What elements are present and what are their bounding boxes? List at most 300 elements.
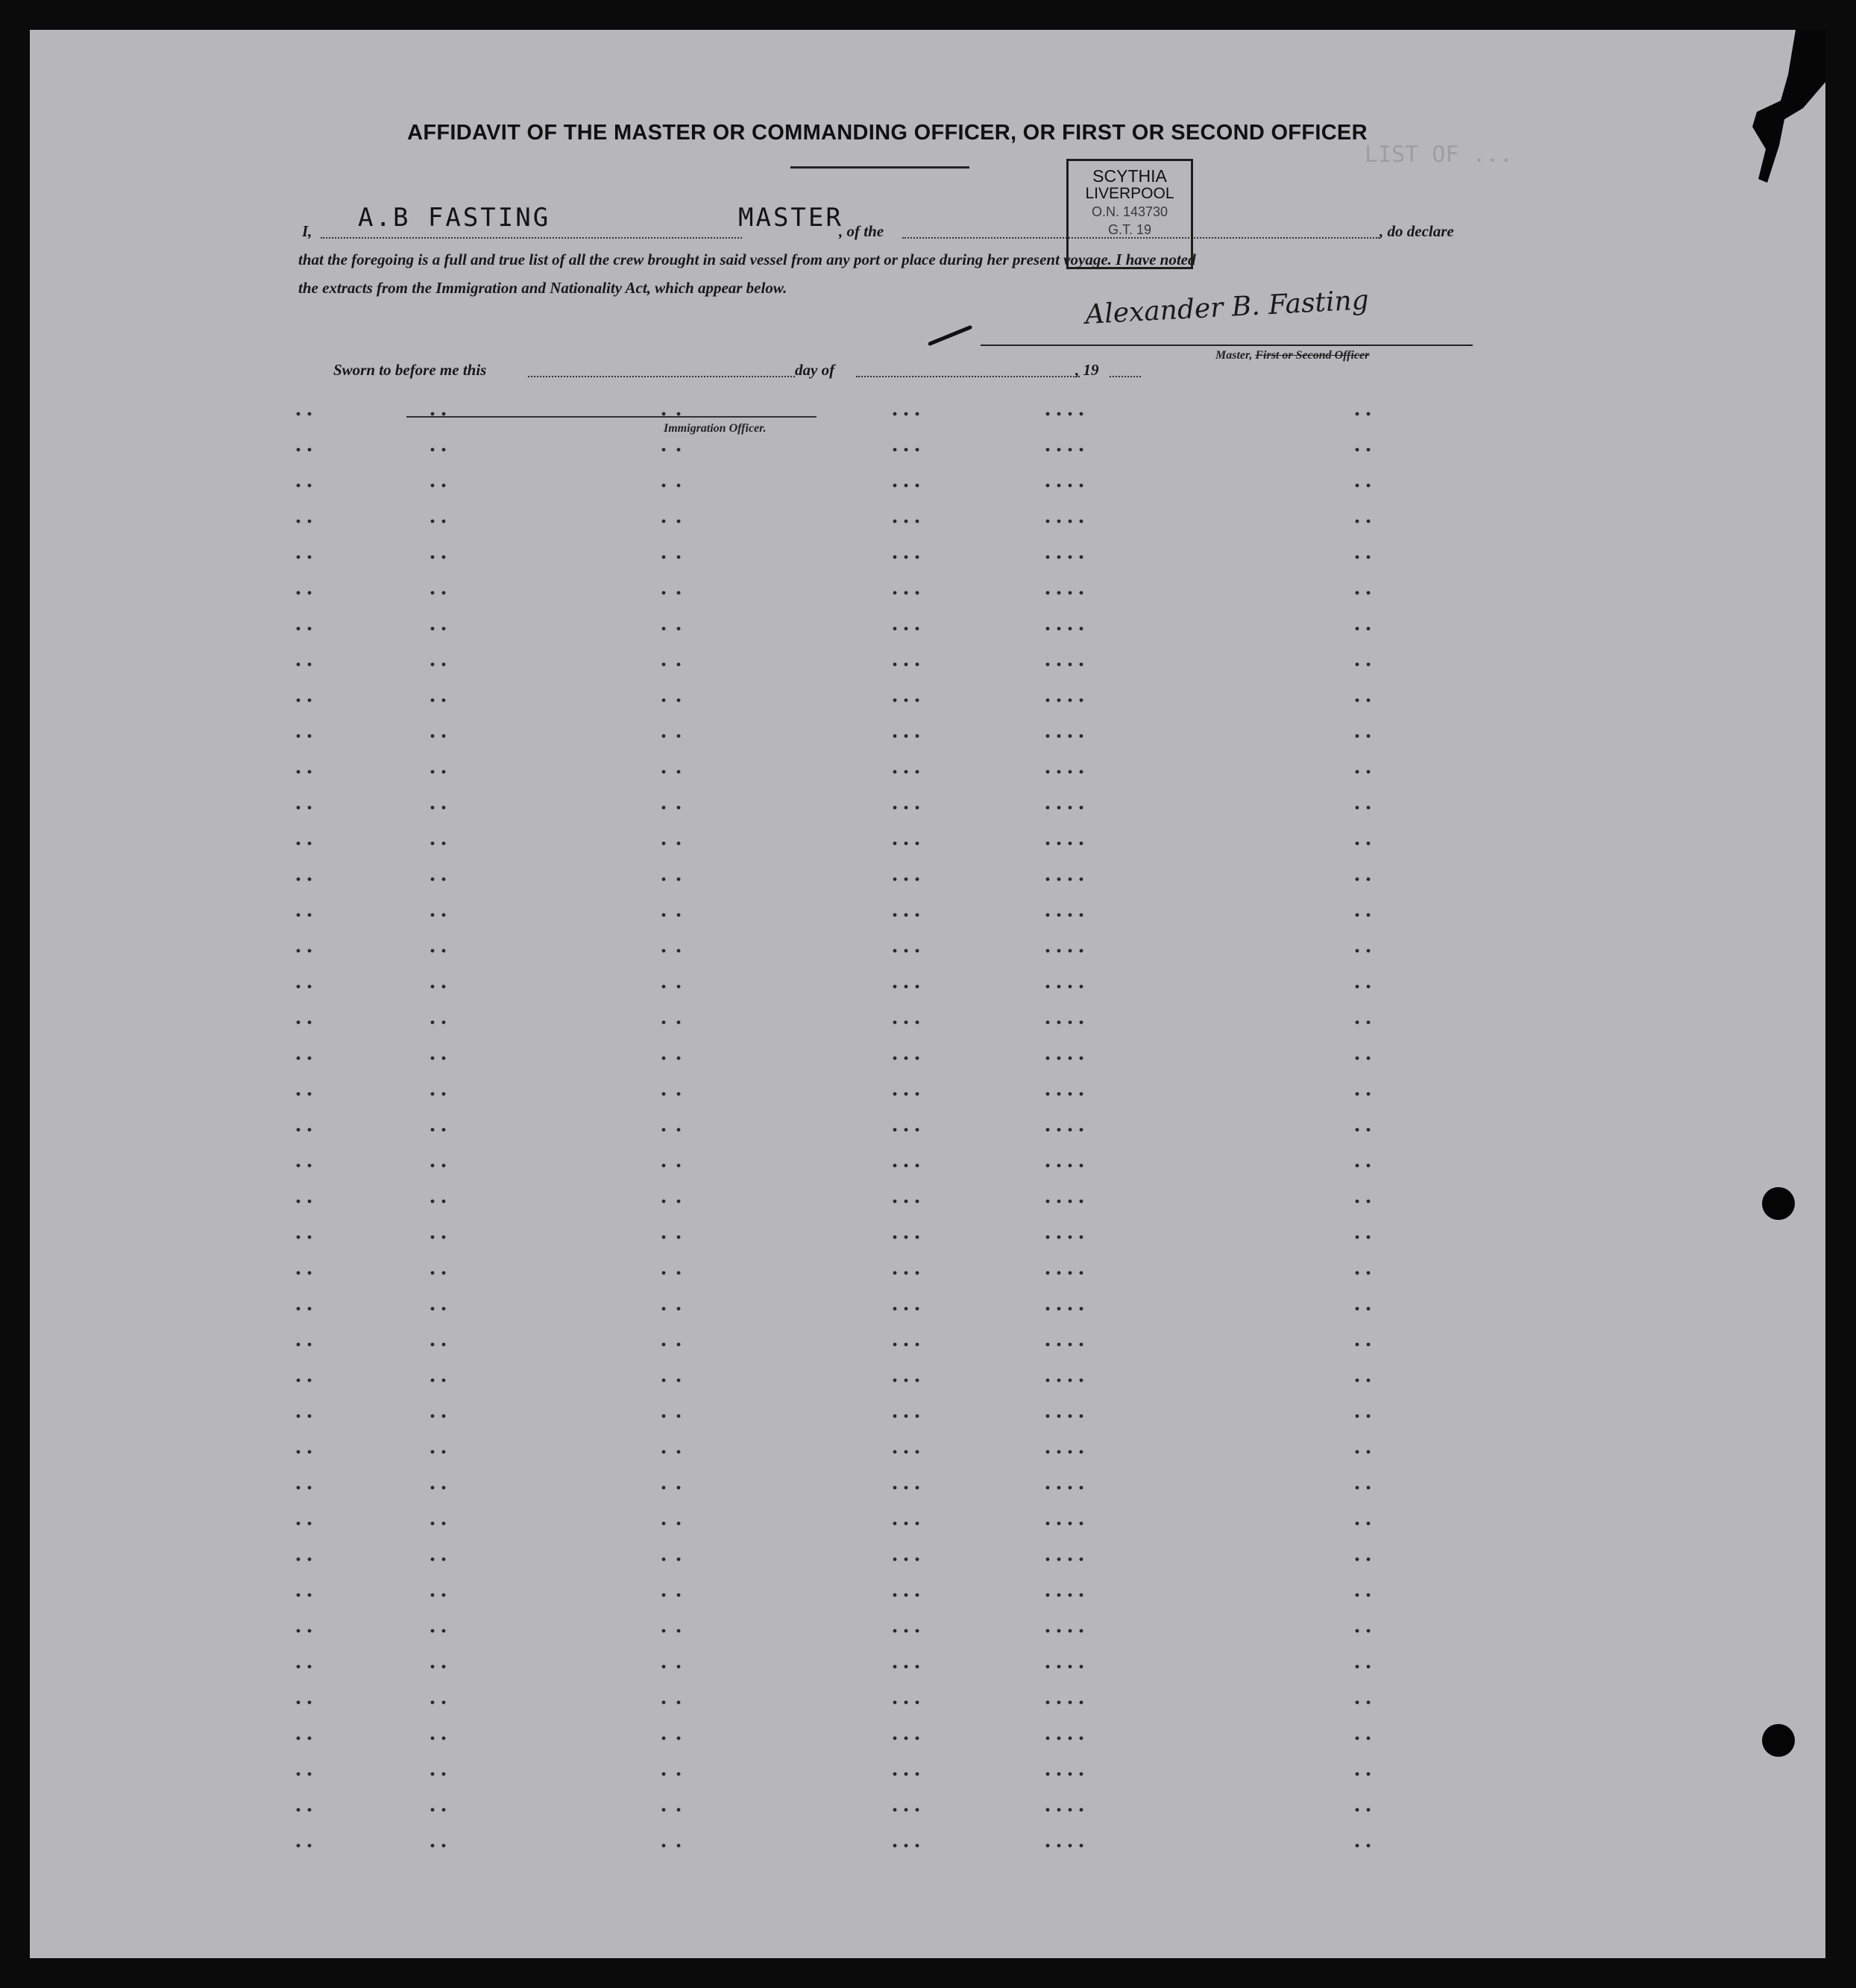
leader-dot: [297, 1486, 301, 1490]
leader-dot: [1057, 663, 1061, 667]
leader-dot: [1367, 1343, 1371, 1347]
leader-dot: [431, 1522, 435, 1526]
leader-dot: [1367, 1450, 1371, 1454]
leader-dot: [1046, 1486, 1050, 1490]
leader-dot: [905, 949, 908, 953]
leader-dot: [893, 770, 897, 774]
leader-dot: [1046, 627, 1050, 631]
leader-dot: [1057, 1737, 1061, 1740]
leader-dot: [916, 913, 919, 917]
leader-dot: [677, 627, 681, 631]
leader-dot: [308, 806, 312, 810]
leader-dot: [893, 1271, 897, 1275]
leader-dot: [893, 1057, 897, 1060]
leader-dot: [905, 1236, 908, 1239]
leader-dot: [297, 1057, 301, 1060]
leader-dot: [916, 1271, 919, 1275]
leader-dot: [677, 663, 681, 667]
leader-dot: [1367, 1772, 1371, 1776]
leader-dot: [905, 1415, 908, 1418]
leader-dot: [893, 735, 897, 738]
leader-dot: [662, 1415, 666, 1418]
leader-dot: [893, 412, 897, 416]
leader-dot: [431, 1450, 435, 1454]
leader-dot: [1080, 1594, 1083, 1597]
leader-dot: [297, 1128, 301, 1132]
document-page: [30, 30, 1825, 1958]
leader-dot: [905, 1844, 908, 1848]
leader-dot: [662, 1236, 666, 1239]
leader-dot: [442, 520, 446, 523]
torn-corner: [1714, 30, 1825, 216]
leader-dot: [1080, 913, 1083, 917]
leader-dot: [677, 1092, 681, 1096]
leader-dot: [905, 1665, 908, 1669]
leader-dot: [1356, 1092, 1359, 1096]
leader-dot: [1057, 1271, 1061, 1275]
leader-dot: [1057, 1343, 1061, 1347]
leader-dot: [905, 1271, 908, 1275]
leader-dot: [905, 412, 908, 416]
leader-dot: [1367, 1522, 1371, 1526]
leader-dot: [297, 1379, 301, 1383]
leader-dot: [1367, 1737, 1371, 1740]
leader-dot: [1046, 806, 1050, 810]
leader-dot: [1046, 1594, 1050, 1597]
leader-dot: [1069, 591, 1072, 595]
leader-dot: [297, 412, 301, 416]
leader-dot: [893, 1415, 897, 1418]
leader-dot: [916, 1343, 919, 1347]
leader-dot: [442, 842, 446, 846]
leader-dot: [1080, 1701, 1083, 1705]
leader-dot: [297, 1737, 301, 1740]
leader-dot: [297, 1629, 301, 1633]
leader-dot: [442, 448, 446, 452]
leader-dot: [1367, 985, 1371, 989]
leader-dot: [905, 1701, 908, 1705]
leader-dot: [1057, 1808, 1061, 1812]
leader-dot: [1367, 1594, 1371, 1597]
leader-dot: [662, 1307, 666, 1311]
leader-dot: [893, 1128, 897, 1132]
leader-dot: [916, 1379, 919, 1383]
leader-dot: [431, 1701, 435, 1705]
leader-dot: [1069, 1844, 1072, 1848]
leader-dot: [916, 1558, 919, 1561]
leader-dot: [662, 1772, 666, 1776]
leader-dot: [916, 1772, 919, 1776]
leader-dot: [916, 1844, 919, 1848]
leader-dot: [916, 1021, 919, 1025]
leader-dot: [662, 1450, 666, 1454]
leader-dot: [677, 1808, 681, 1812]
leader-dot: [893, 1486, 897, 1490]
leader-dot: [893, 1092, 897, 1096]
leader-dot: [442, 412, 446, 416]
leader-dot: [297, 1808, 301, 1812]
leader-dot: [308, 1200, 312, 1204]
leader-dot: [1356, 806, 1359, 810]
leader-dot: [308, 556, 312, 559]
leader-dot: [1069, 1271, 1072, 1275]
leader-dot: [1069, 1450, 1072, 1454]
leader-dot: [1367, 484, 1371, 488]
dot-leaders: [30, 30, 1825, 1958]
leader-dot: [1080, 842, 1083, 846]
leader-dot: [1069, 1772, 1072, 1776]
leader-dot: [677, 806, 681, 810]
leader-dot: [905, 556, 908, 559]
leader-dot: [1046, 1092, 1050, 1096]
leader-dot: [677, 1522, 681, 1526]
leader-dot: [297, 770, 301, 774]
leader-dot: [442, 949, 446, 953]
leader-dot: [1080, 1128, 1083, 1132]
leader-dot: [1057, 1701, 1061, 1705]
leader-dot: [1080, 1092, 1083, 1096]
leader-dot: [1356, 591, 1359, 595]
leader-dot: [1356, 1701, 1359, 1705]
leader-dot: [308, 1629, 312, 1633]
leader-dot: [308, 1164, 312, 1168]
leader-dot: [431, 1021, 435, 1025]
leader-dot: [431, 913, 435, 917]
of-the-text: , of the: [839, 222, 884, 240]
leader-dot: [893, 1772, 897, 1776]
leader-dot: [431, 412, 435, 416]
leader-dot: [442, 878, 446, 881]
leader-dot: [431, 591, 435, 595]
leader-dot: [1069, 1343, 1072, 1347]
leader-dot: [308, 591, 312, 595]
leader-dot: [1080, 1164, 1083, 1168]
leader-dot: [442, 663, 446, 667]
leader-dot: [1367, 842, 1371, 846]
leader-dot: [297, 1665, 301, 1669]
leader-dot: [662, 1164, 666, 1168]
leader-dot: [662, 520, 666, 523]
leader-dot: [1356, 663, 1359, 667]
leader-dot: [442, 1629, 446, 1633]
leader-dot: [677, 520, 681, 523]
leader-dot: [431, 1128, 435, 1132]
leader-dot: [1046, 1450, 1050, 1454]
leader-dot: [1046, 591, 1050, 595]
leader-dot: [308, 735, 312, 738]
leader-dot: [297, 735, 301, 738]
leader-dot: [1057, 1772, 1061, 1776]
name-fill-line: [321, 237, 742, 239]
leader-dot: [677, 1307, 681, 1311]
leader-dot: [1367, 1307, 1371, 1311]
leader-dot: [905, 1343, 908, 1347]
leader-dot: [1069, 1701, 1072, 1705]
leader-dot: [431, 1379, 435, 1383]
leader-dot: [297, 1558, 301, 1561]
leader-dot: [677, 1128, 681, 1132]
leader-dot: [905, 1594, 908, 1597]
leader-dot: [905, 520, 908, 523]
leader-dot: [308, 1343, 312, 1347]
leader-dot: [308, 448, 312, 452]
leader-dot: [1069, 1379, 1072, 1383]
leader-dot: [1367, 591, 1371, 595]
leader-dot: [662, 1486, 666, 1490]
leader-dot: [1367, 1271, 1371, 1275]
leader-dot: [308, 1772, 312, 1776]
leader-dot: [1356, 878, 1359, 881]
leader-dot: [1356, 1558, 1359, 1561]
leader-dot: [297, 1450, 301, 1454]
leader-dot: [1069, 1737, 1072, 1740]
leader-dot: [677, 1379, 681, 1383]
stamp-port: LIVERPOOL: [1085, 185, 1174, 202]
leader-dot: [431, 448, 435, 452]
leader-dot: [442, 806, 446, 810]
leader-dot: [1356, 412, 1359, 416]
leader-dot: [677, 1450, 681, 1454]
leader-dot: [1356, 913, 1359, 917]
leader-dot: [297, 448, 301, 452]
leader-dot: [1046, 913, 1050, 917]
leader-dot: [916, 448, 919, 452]
leader-dot: [297, 1701, 301, 1705]
leader-dot: [677, 735, 681, 738]
leader-dot: [1080, 1200, 1083, 1204]
leader-dot: [1356, 1128, 1359, 1132]
leader-dot: [1080, 878, 1083, 881]
leader-dot: [1057, 1092, 1061, 1096]
leader-dot: [1356, 735, 1359, 738]
leader-dot: [431, 627, 435, 631]
leader-dot: [297, 1092, 301, 1096]
leader-dot: [662, 949, 666, 953]
leader-dot: [1080, 735, 1083, 738]
leader-dot: [916, 1200, 919, 1204]
do-declare-text: , do declare: [1380, 222, 1454, 240]
leader-dot: [893, 1594, 897, 1597]
leader-dot: [1057, 520, 1061, 523]
declaration-line-2: that the foregoing is a full and true list of all the crew brought in said vessel from any port or place during her present voyage. I have noted: [298, 251, 1196, 268]
leader-dot: [308, 949, 312, 953]
leader-dot: [442, 985, 446, 989]
leader-dot: [916, 878, 919, 881]
leader-dot: [662, 1665, 666, 1669]
leader-dot: [916, 1629, 919, 1633]
leader-dot: [1367, 1164, 1371, 1168]
leader-dot: [893, 1701, 897, 1705]
leader-dot: [1057, 1236, 1061, 1239]
leader-dot: [431, 663, 435, 667]
leader-dot: [916, 1450, 919, 1454]
leader-dot: [1057, 1594, 1061, 1597]
leader-dot: [916, 1808, 919, 1812]
struck-officer-text: First or Second Officer: [1255, 349, 1370, 362]
leader-dot: [1356, 1844, 1359, 1848]
leader-dot: [893, 1236, 897, 1239]
leader-dot: [1046, 1522, 1050, 1526]
leader-dot: [308, 1594, 312, 1597]
leader-dot: [1367, 1629, 1371, 1633]
leader-dot: [308, 985, 312, 989]
leader-dot: [1057, 591, 1061, 595]
leader-dot: [431, 1737, 435, 1740]
leader-dot: [1046, 448, 1050, 452]
leader-dot: [1069, 1057, 1072, 1060]
leader-dot: [1356, 1236, 1359, 1239]
leader-dot: [1367, 806, 1371, 810]
leader-dot: [297, 1415, 301, 1418]
leader-dot: [1069, 1164, 1072, 1168]
leader-dot: [905, 1486, 908, 1490]
leader-dot: [1080, 949, 1083, 953]
leader-dot: [662, 770, 666, 774]
leader-dot: [916, 1701, 919, 1705]
leader-dot: [297, 1021, 301, 1025]
leader-dot: [893, 484, 897, 488]
leader-dot: [1046, 699, 1050, 702]
leader-dot: [1080, 699, 1083, 702]
leader-dot: [297, 1307, 301, 1311]
leader-dot: [1080, 806, 1083, 810]
leader-dot: [1057, 1415, 1061, 1418]
leader-dot: [1046, 878, 1050, 881]
leader-dot: [1356, 556, 1359, 559]
leader-dot: [1057, 1057, 1061, 1060]
leader-dot: [1356, 448, 1359, 452]
leader-dot: [677, 1271, 681, 1275]
leader-dot: [431, 1629, 435, 1633]
leader-dot: [1046, 1665, 1050, 1669]
leader-dot: [677, 949, 681, 953]
leader-dot: [442, 1128, 446, 1132]
leader-dot: [431, 806, 435, 810]
leader-dot: [1069, 1558, 1072, 1561]
leader-dot: [916, 1522, 919, 1526]
leader-dot: [893, 842, 897, 846]
leader-dot: [662, 1343, 666, 1347]
leader-dot: [308, 1236, 312, 1239]
leader-dot: [1069, 842, 1072, 846]
leader-dot: [905, 770, 908, 774]
leader-dot: [1367, 1092, 1371, 1096]
leader-dot: [677, 1343, 681, 1347]
leader-dot: [1069, 985, 1072, 989]
leader-dot: [662, 1092, 666, 1096]
leader-dot: [1367, 1200, 1371, 1204]
leader-dot: [1356, 1772, 1359, 1776]
leader-dot: [905, 1021, 908, 1025]
leader-dot: [662, 1271, 666, 1275]
leader-dot: [677, 1021, 681, 1025]
leader-dot: [662, 806, 666, 810]
leader-dot: [905, 484, 908, 488]
leader-dot: [1080, 1844, 1083, 1848]
leader-dot: [662, 699, 666, 702]
stamp-official-number: O.N. 143730: [1091, 204, 1168, 219]
bleed-through-text: LIST OF ...: [1365, 142, 1513, 168]
leader-dot: [431, 735, 435, 738]
leader-dot: [297, 913, 301, 917]
leader-dot: [1069, 735, 1072, 738]
leader-dot: [1046, 1844, 1050, 1848]
leader-dot: [1367, 913, 1371, 917]
leader-dot: [662, 1629, 666, 1633]
leader-dot: [1069, 556, 1072, 559]
leader-dot: [297, 1844, 301, 1848]
leader-dot: [1069, 448, 1072, 452]
leader-dot: [1080, 1236, 1083, 1239]
leader-dot: [1367, 1701, 1371, 1705]
leader-dot: [893, 1522, 897, 1526]
leader-dot: [1057, 770, 1061, 774]
sworn-day-fill: [528, 376, 795, 377]
sworn-text: Sworn to before me this: [333, 361, 487, 379]
leader-dot: [662, 448, 666, 452]
leader-dot: [1356, 1343, 1359, 1347]
leader-dot: [1046, 1629, 1050, 1633]
leader-dot: [431, 1415, 435, 1418]
leader-dot: [1046, 1737, 1050, 1740]
leader-dot: [1080, 1808, 1083, 1812]
day-of-text: day of: [795, 361, 835, 379]
declaration-line-3: the extracts from the Immigration and Nationality Act, which appear below.: [298, 279, 787, 297]
leader-dot: [442, 699, 446, 702]
leader-dot: [431, 1092, 435, 1096]
leader-dot: [442, 556, 446, 559]
leader-dot: [1057, 484, 1061, 488]
leader-dot: [308, 1379, 312, 1383]
leader-dot: [442, 1271, 446, 1275]
leader-dot: [916, 1415, 919, 1418]
leader-dot: [916, 663, 919, 667]
leader-dot: [905, 1092, 908, 1096]
leader-dot: [893, 1200, 897, 1204]
leader-dot: [1046, 412, 1050, 416]
leader-dot: [916, 556, 919, 559]
leader-dot: [905, 735, 908, 738]
leader-dot: [1069, 1307, 1072, 1311]
leader-dot: [662, 591, 666, 595]
leader-dot: [662, 1021, 666, 1025]
leader-dot: [662, 1558, 666, 1561]
leader-dot: [677, 412, 681, 416]
leader-dot: [677, 448, 681, 452]
leader-dot: [1069, 1665, 1072, 1669]
leader-dot: [297, 842, 301, 846]
handwritten-rank: MASTER: [738, 203, 843, 233]
leader-dot: [1356, 1629, 1359, 1633]
leader-dot: [442, 1379, 446, 1383]
leader-dot: [431, 1307, 435, 1311]
leader-dot: [431, 484, 435, 488]
leader-dot: [677, 484, 681, 488]
leader-dot: [677, 1737, 681, 1740]
leader-dot: [1367, 412, 1371, 416]
leader-dot: [1080, 520, 1083, 523]
leader-dot: [431, 1558, 435, 1561]
leader-dot: [893, 949, 897, 953]
leader-dot: [1356, 842, 1359, 846]
leader-dot: [662, 412, 666, 416]
leader-dot: [1080, 1558, 1083, 1561]
leader-dot: [662, 735, 666, 738]
leader-dot: [905, 1379, 908, 1383]
leader-dot: [905, 1057, 908, 1060]
leader-dot: [442, 1200, 446, 1204]
leader-dot: [1080, 412, 1083, 416]
